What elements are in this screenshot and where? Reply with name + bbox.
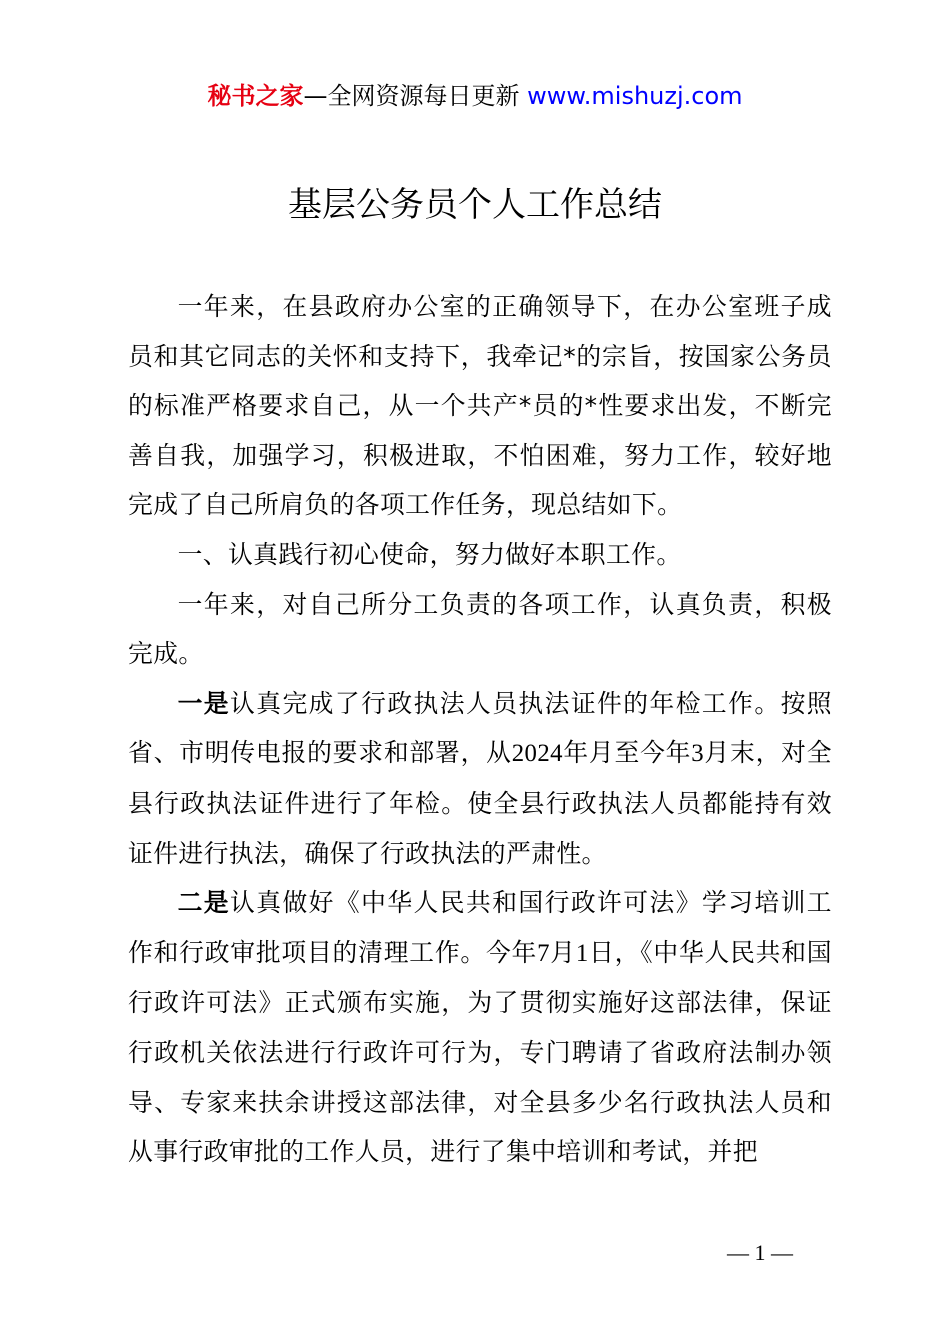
item-2-text-c: 日，《中华人民共和国行政许可法》正式颁布实施，为了贯彻实施好这部法律，保证行政机关依法进行行政许可行为，专门聘请了省政府法制办领导、专家来扶余讲授这部法律，对全县多少名行政执法人员和从事行政审批的工作人员，进行了集中培训和考试，并把: [128, 937, 833, 1167]
site-url[interactable]: www.mishuzj.com: [527, 82, 743, 110]
item-2-day: 1: [575, 939, 589, 967]
page-number: — 1 —: [727, 1240, 793, 1265]
paragraph-item-2: [128, 878, 832, 1177]
paragraph-section-1-intro: 一年来，对自己所分工负责的各项工作，认真负责，积极完成。: [128, 589, 832, 669]
item-1-year: 2024: [511, 740, 563, 768]
item-2-text-b: 月: [549, 937, 576, 967]
document-title: 基层公务员个人工作总结: [288, 185, 662, 225]
item-2-lead: 二是: [177, 888, 231, 918]
item-1-month: 3: [691, 740, 705, 768]
item-2-month: 7: [537, 939, 550, 967]
item-1-text-c: 月末，对全县行政执法证件进行了年检。使全县行政执法人员都能持有效证件进行执法，确保了行政执法的严肃性。: [128, 738, 832, 868]
paragraph-item-1: [128, 679, 832, 878]
site-header: [0, 80, 950, 112]
item-1-lead: 一是: [177, 688, 231, 718]
paragraph-intro: 一年来，在县政府办公室的正确领导下，在办公室班子成员和其它同志的关怀和支持下，我牵记*的宗旨，按国家公务员的标准严格要求自己，从一个共产*员的*性要求出发，不断完善自我，加强学习，积极进取，不怕困难，努力工作，较好地完成了自己所肩负的各项工作任务，现总结如下。: [128, 292, 832, 520]
header-tagline: —全网资源每日更新: [303, 82, 528, 110]
document-body: [128, 282, 832, 1177]
section-heading-1: 一、认真践行初心使命，努力做好本职工作。: [177, 539, 682, 569]
brand-name: 秘书之家: [207, 82, 304, 110]
item-1-text-a: 认真完成了行政执法人员执法证件的年检工作。按照省、市明传电报的要求和部署，从: [128, 688, 832, 768]
item-1-text-b: 年月至今年: [562, 738, 692, 768]
item-2-text-a: 认真做好《中华人民共和国行政许可法》学习培训工作和行政审批项目的清理工作。今年: [128, 888, 832, 967]
